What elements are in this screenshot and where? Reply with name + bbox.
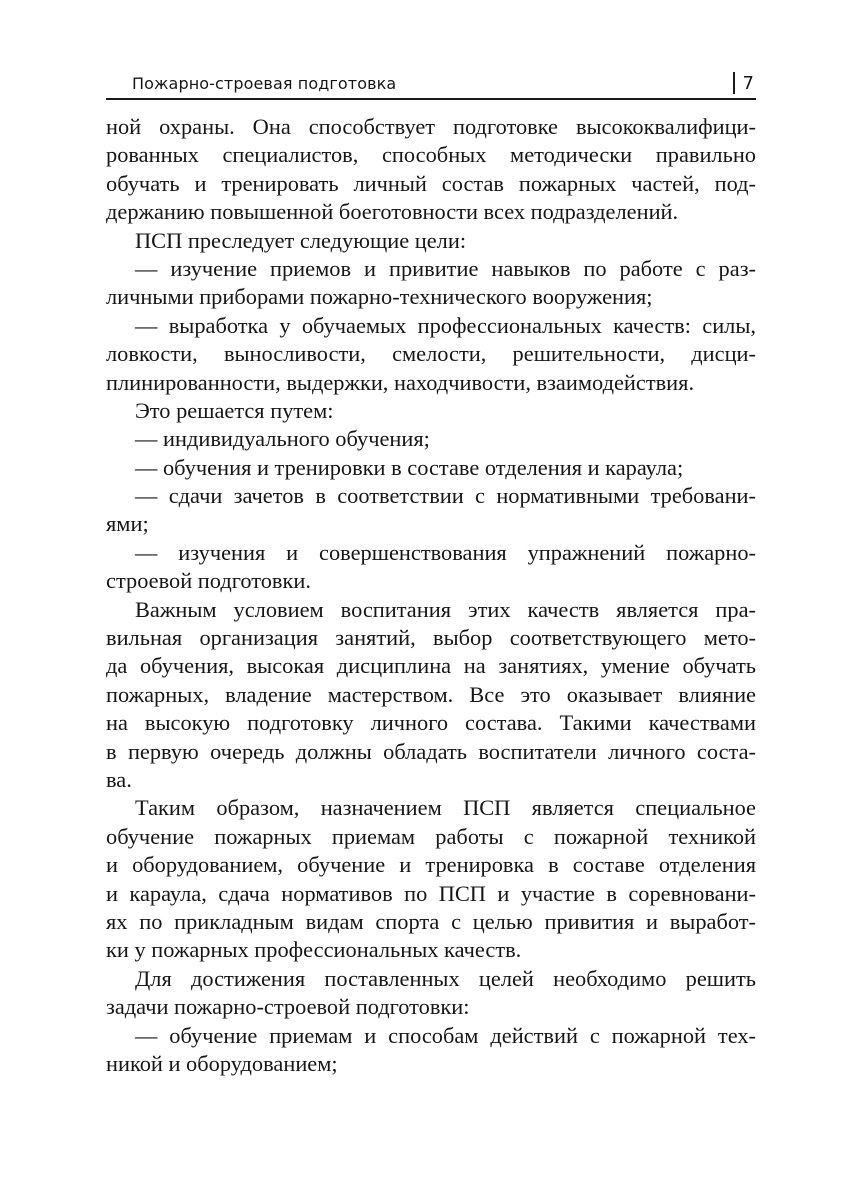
text-line: в первую очередь должны обладать воспитатели личного соста-	[106, 738, 756, 764]
text-line: держанию повышенной боеготовности всех подразделений.	[106, 199, 679, 225]
text-line: плинированности, выдержки, находчивости, взаимодействия.	[106, 369, 695, 395]
text-line: Это решается путем:	[135, 397, 334, 423]
text-line: да обучения, высокая дисциплина на занятиях, умение обучать	[106, 653, 756, 679]
text-line: рованных специалистов, способных методически правильно	[106, 142, 756, 168]
text-line: и караула, сдача нормативов по ПСП и участие в соревновани-	[106, 880, 756, 906]
text-line: ва.	[106, 766, 132, 792]
running-header	[106, 70, 756, 100]
text-line: и оборудованием, обучение и тренировка в составе отделения	[106, 852, 756, 878]
text-line: никой и оборудованием;	[106, 1050, 338, 1076]
text-line: ной охраны. Она способствует подготовке высококвалифици-	[106, 114, 756, 139]
text-line: обучать и тренировать личный состав пожарных частей, под-	[106, 170, 756, 196]
text-line: личными приборами пожарно-технического вооружения;	[106, 284, 653, 310]
text-line: на высокую подготовку личного состава. Такими качествами	[106, 710, 756, 736]
text-line: — изучения и совершенствования упражнений пожарно-	[135, 539, 756, 565]
text-line: — сдачи зачетов в соответствии с нормативными требовани-	[135, 483, 756, 509]
running-header-title: Пожарно-строевая подготовка	[132, 74, 397, 93]
text-line: Для достижения поставленных целей необходимо решить	[135, 965, 756, 991]
text-line: пожарных, владение мастерством. Все это оказывает влияние	[106, 681, 756, 707]
text-line: — обучение приемам и способам действий с пожарной тех-	[135, 1022, 756, 1048]
page-number: 7	[742, 73, 754, 94]
text-line: задачи пожарно-строевой подготовки:	[106, 994, 470, 1020]
text-line: Таким образом, назначением ПСП является специальное	[135, 795, 756, 821]
text-line: — выработка у обучаемых профессиональных качеств: силы,	[135, 312, 756, 338]
text-line: ях по прикладным видам спорта с целью привития и выработ-	[106, 908, 756, 934]
text-line: ки у пожарных профессиональных качеств.	[106, 937, 522, 963]
text-line: ловкости, выносливости, смелости, решительности, дисци-	[106, 341, 756, 367]
text-line: — индивидуального обучения;	[135, 426, 430, 452]
text-line: — изучение приемов и привитие навыков по работе с раз-	[135, 255, 756, 281]
text-line: обучение пожарных приемам работы с пожарной техникой	[106, 823, 756, 849]
text-line: вильная организация занятий, выбор соответствующего мето-	[106, 625, 756, 651]
text-line: ями;	[106, 511, 149, 537]
body-text	[106, 113, 756, 1078]
text-line: Важным условием воспитания этих качеств является пра-	[135, 596, 756, 622]
text-line: строевой подготовки.	[106, 568, 311, 594]
text-line: — обучения и тренировки в составе отделения и караула;	[135, 454, 684, 480]
text-line: ПСП преследует следующие цели:	[135, 227, 467, 253]
header-divider	[733, 72, 735, 94]
